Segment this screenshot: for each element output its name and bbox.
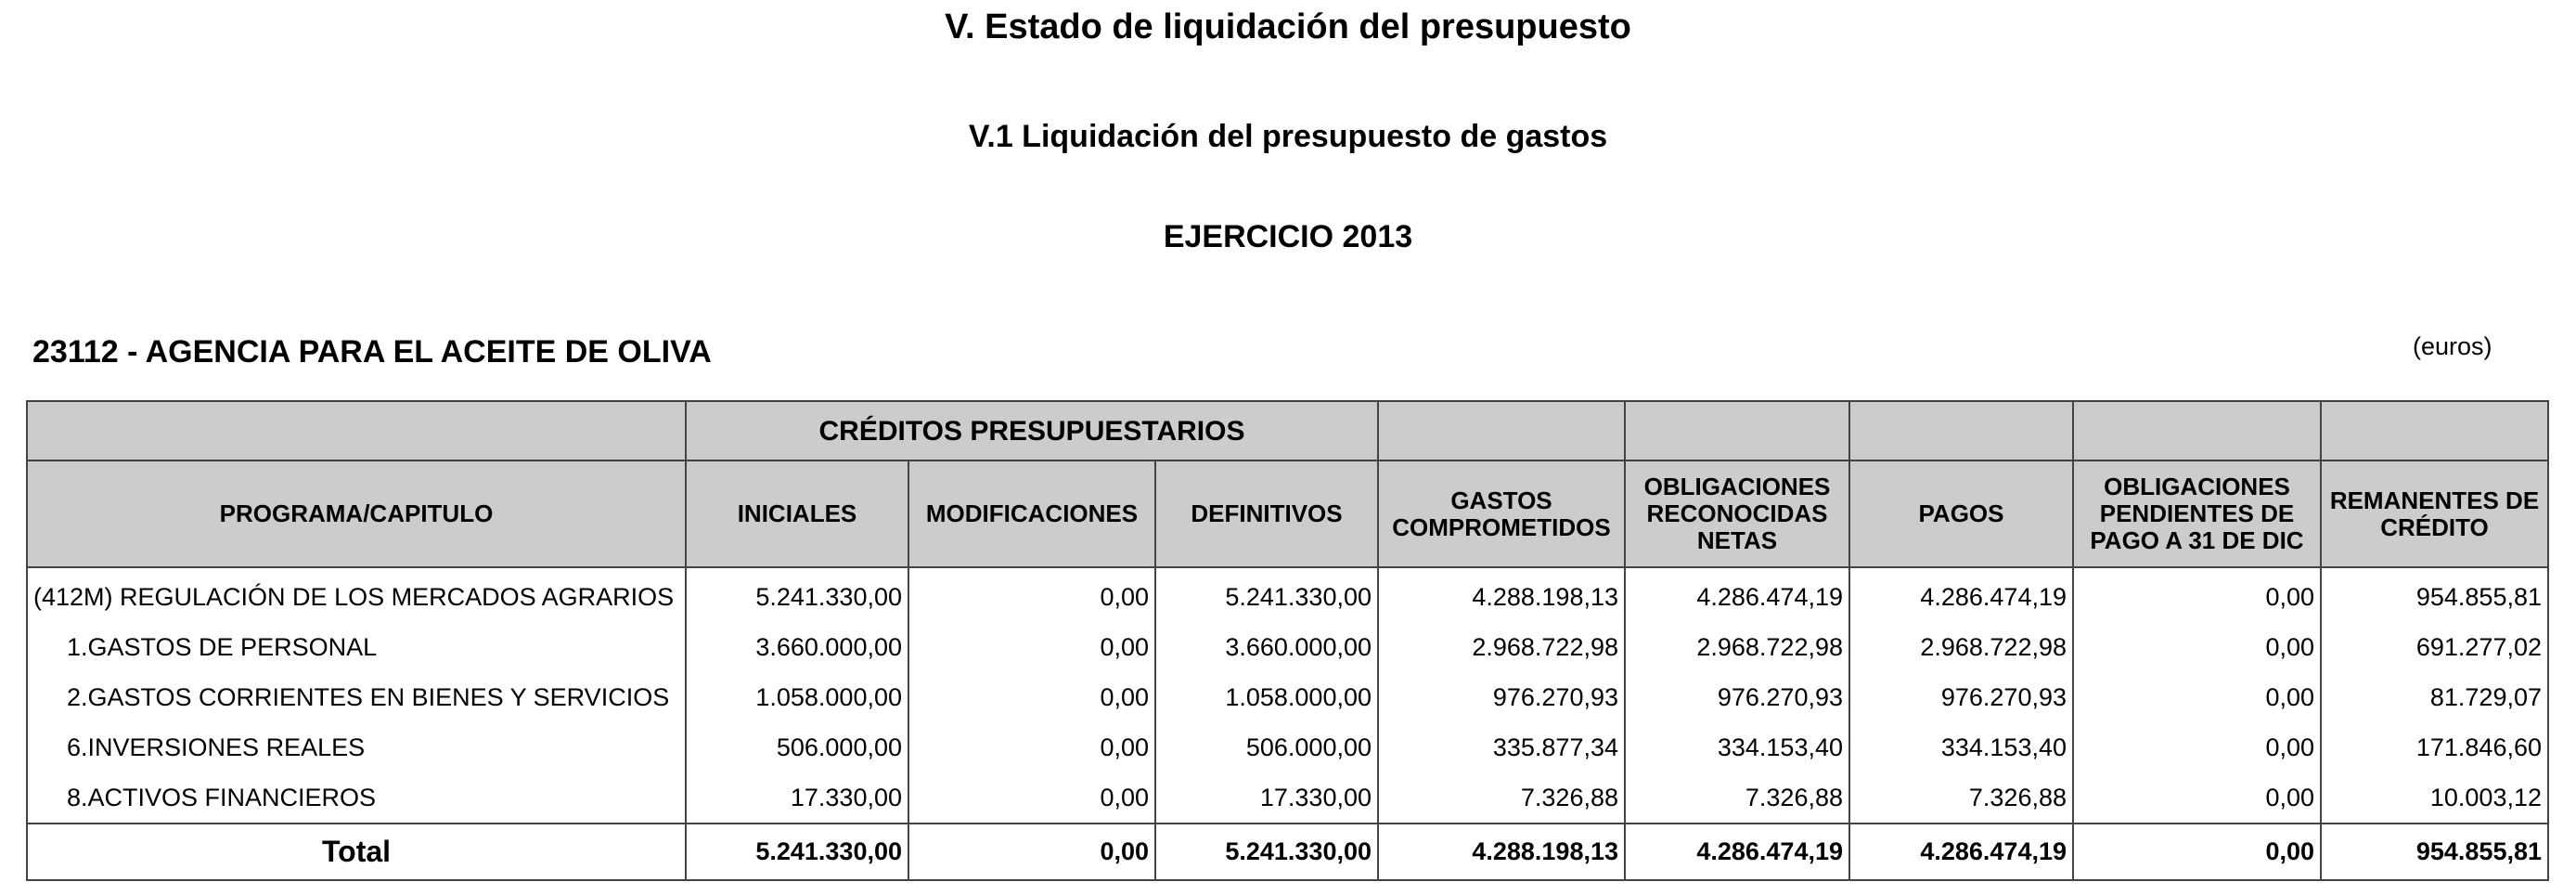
row-label: 8.ACTIVOS FINANCIEROS [27, 772, 686, 824]
cell-obligaciones-reconocidas: 2.968.722,98 [1625, 622, 1849, 672]
cell-gastos-comprometidos: 4.288.198,13 [1378, 567, 1625, 622]
cell-pagos: 2.968.722,98 [1849, 622, 2073, 672]
cell-modificaciones: 0,00 [908, 672, 1155, 722]
row-label: 1.GASTOS DE PERSONAL [27, 622, 686, 672]
cell-obligaciones-pendientes: 0,00 [2073, 722, 2321, 772]
total-obligaciones-reconocidas: 4.286.474,19 [1625, 824, 1849, 880]
column-header-gastos-comprometidos: GASTOS COMPROMETIDOS [1378, 460, 1625, 567]
total-obligaciones-pendientes: 0,00 [2073, 824, 2321, 880]
cell-obligaciones-reconocidas: 7.326,88 [1625, 772, 1849, 824]
header-empty-cell [1378, 401, 1625, 460]
units-label: (euros) [2413, 332, 2492, 360]
column-header-remanentes-credito: REMANENTES DE CRÉDITO [2321, 460, 2548, 567]
cell-remanentes: 171.846,60 [2321, 722, 2548, 772]
cell-definitivos: 17.330,00 [1155, 772, 1378, 824]
header-row-columns [27, 460, 2548, 567]
page-title: V. Estado de liquidación del presupuesto [945, 7, 1631, 46]
header-creditos-presupuestarios: CRÉDITOS PRESUPUESTARIOS [686, 401, 1378, 460]
cell-definitivos: 1.058.000,00 [1155, 672, 1378, 722]
cell-modificaciones: 0,00 [908, 622, 1155, 672]
cell-definitivos: 506.000,00 [1155, 722, 1378, 772]
table-row-program [27, 567, 2548, 622]
cell-gastos-comprometidos: 2.968.722,98 [1378, 622, 1625, 672]
table-row-chapter [27, 722, 2548, 772]
row-label: 6.INVERSIONES REALES [27, 722, 686, 772]
cell-iniciales: 506.000,00 [686, 722, 908, 772]
cell-modificaciones: 0,00 [908, 567, 1155, 622]
total-label: Total [27, 824, 686, 880]
column-header-obligaciones-pendientes: OBLIGACIONES PENDIENTES DE PAGO A 31 DE DIC [2073, 460, 2321, 567]
column-header-definitivos: DEFINITIVOS [1155, 460, 1378, 567]
cell-definitivos: 3.660.000,00 [1155, 622, 1378, 672]
cell-obligaciones-reconocidas: 4.286.474,19 [1625, 567, 1849, 622]
entity-name: 23112 - AGENCIA PARA EL ACEITE DE OLIVA [32, 334, 712, 370]
cell-iniciales: 1.058.000,00 [686, 672, 908, 722]
header-empty-cell [1625, 401, 1849, 460]
cell-iniciales: 3.660.000,00 [686, 622, 908, 672]
total-definitivos: 5.241.330,00 [1155, 824, 1378, 880]
header-empty-cell [27, 401, 686, 460]
cell-iniciales: 5.241.330,00 [686, 567, 908, 622]
cell-obligaciones-pendientes: 0,00 [2073, 772, 2321, 824]
total-pagos: 4.286.474,19 [1849, 824, 2073, 880]
cell-gastos-comprometidos: 7.326,88 [1378, 772, 1625, 824]
total-modificaciones: 0,00 [908, 824, 1155, 880]
column-header-obligaciones-reconocidas-netas: OBLIGACIONES RECONOCIDAS NETAS [1625, 460, 1849, 567]
cell-pagos: 334.153,40 [1849, 722, 2073, 772]
cell-remanentes: 954.855,81 [2321, 567, 2548, 622]
cell-obligaciones-pendientes: 0,00 [2073, 672, 2321, 722]
cell-definitivos: 5.241.330,00 [1155, 567, 1378, 622]
header-empty-cell [1849, 401, 2073, 460]
column-header-modificaciones: MODIFICACIONES [908, 460, 1155, 567]
cell-gastos-comprometidos: 976.270,93 [1378, 672, 1625, 722]
total-iniciales: 5.241.330,00 [686, 824, 908, 880]
exercise-year: EJERCICIO 2013 [1163, 219, 1413, 254]
column-header-iniciales: INICIALES [686, 460, 908, 567]
header-empty-cell [2073, 401, 2321, 460]
row-label: (412M) REGULACIÓN DE LOS MERCADOS AGRARIOS [27, 567, 686, 622]
table-row-chapter [27, 672, 2548, 722]
cell-obligaciones-reconocidas: 334.153,40 [1625, 722, 1849, 772]
table-row-total [27, 824, 2548, 880]
cell-obligaciones-pendientes: 0,00 [2073, 622, 2321, 672]
cell-obligaciones-pendientes: 0,00 [2073, 567, 2321, 622]
cell-modificaciones: 0,00 [908, 772, 1155, 824]
cell-modificaciones: 0,00 [908, 722, 1155, 772]
column-header-pagos: PAGOS [1849, 460, 2073, 567]
cell-pagos: 4.286.474,19 [1849, 567, 2073, 622]
column-header-programa-capitulo: PROGRAMA/CAPITULO [27, 460, 686, 567]
cell-remanentes: 81.729,07 [2321, 672, 2548, 722]
cell-gastos-comprometidos: 335.877,34 [1378, 722, 1625, 772]
table-row-chapter [27, 622, 2548, 672]
cell-obligaciones-reconocidas: 976.270,93 [1625, 672, 1849, 722]
cell-pagos: 7.326,88 [1849, 772, 2073, 824]
cell-pagos: 976.270,93 [1849, 672, 2073, 722]
total-remanentes: 954.855,81 [2321, 824, 2548, 880]
header-empty-cell [2321, 401, 2548, 460]
table-row-chapter [27, 772, 2548, 824]
cell-iniciales: 17.330,00 [686, 772, 908, 824]
cell-remanentes: 10.003,12 [2321, 772, 2548, 824]
header-row-group [27, 401, 2548, 460]
cell-remanentes: 691.277,02 [2321, 622, 2548, 672]
page-subtitle: V.1 Liquidación del presupuesto de gastos [968, 119, 1608, 154]
total-gastos-comprometidos: 4.288.198,13 [1378, 824, 1625, 880]
budget-table [26, 400, 2549, 881]
row-label: 2.GASTOS CORRIENTES EN BIENES Y SERVICIOS [27, 672, 686, 722]
